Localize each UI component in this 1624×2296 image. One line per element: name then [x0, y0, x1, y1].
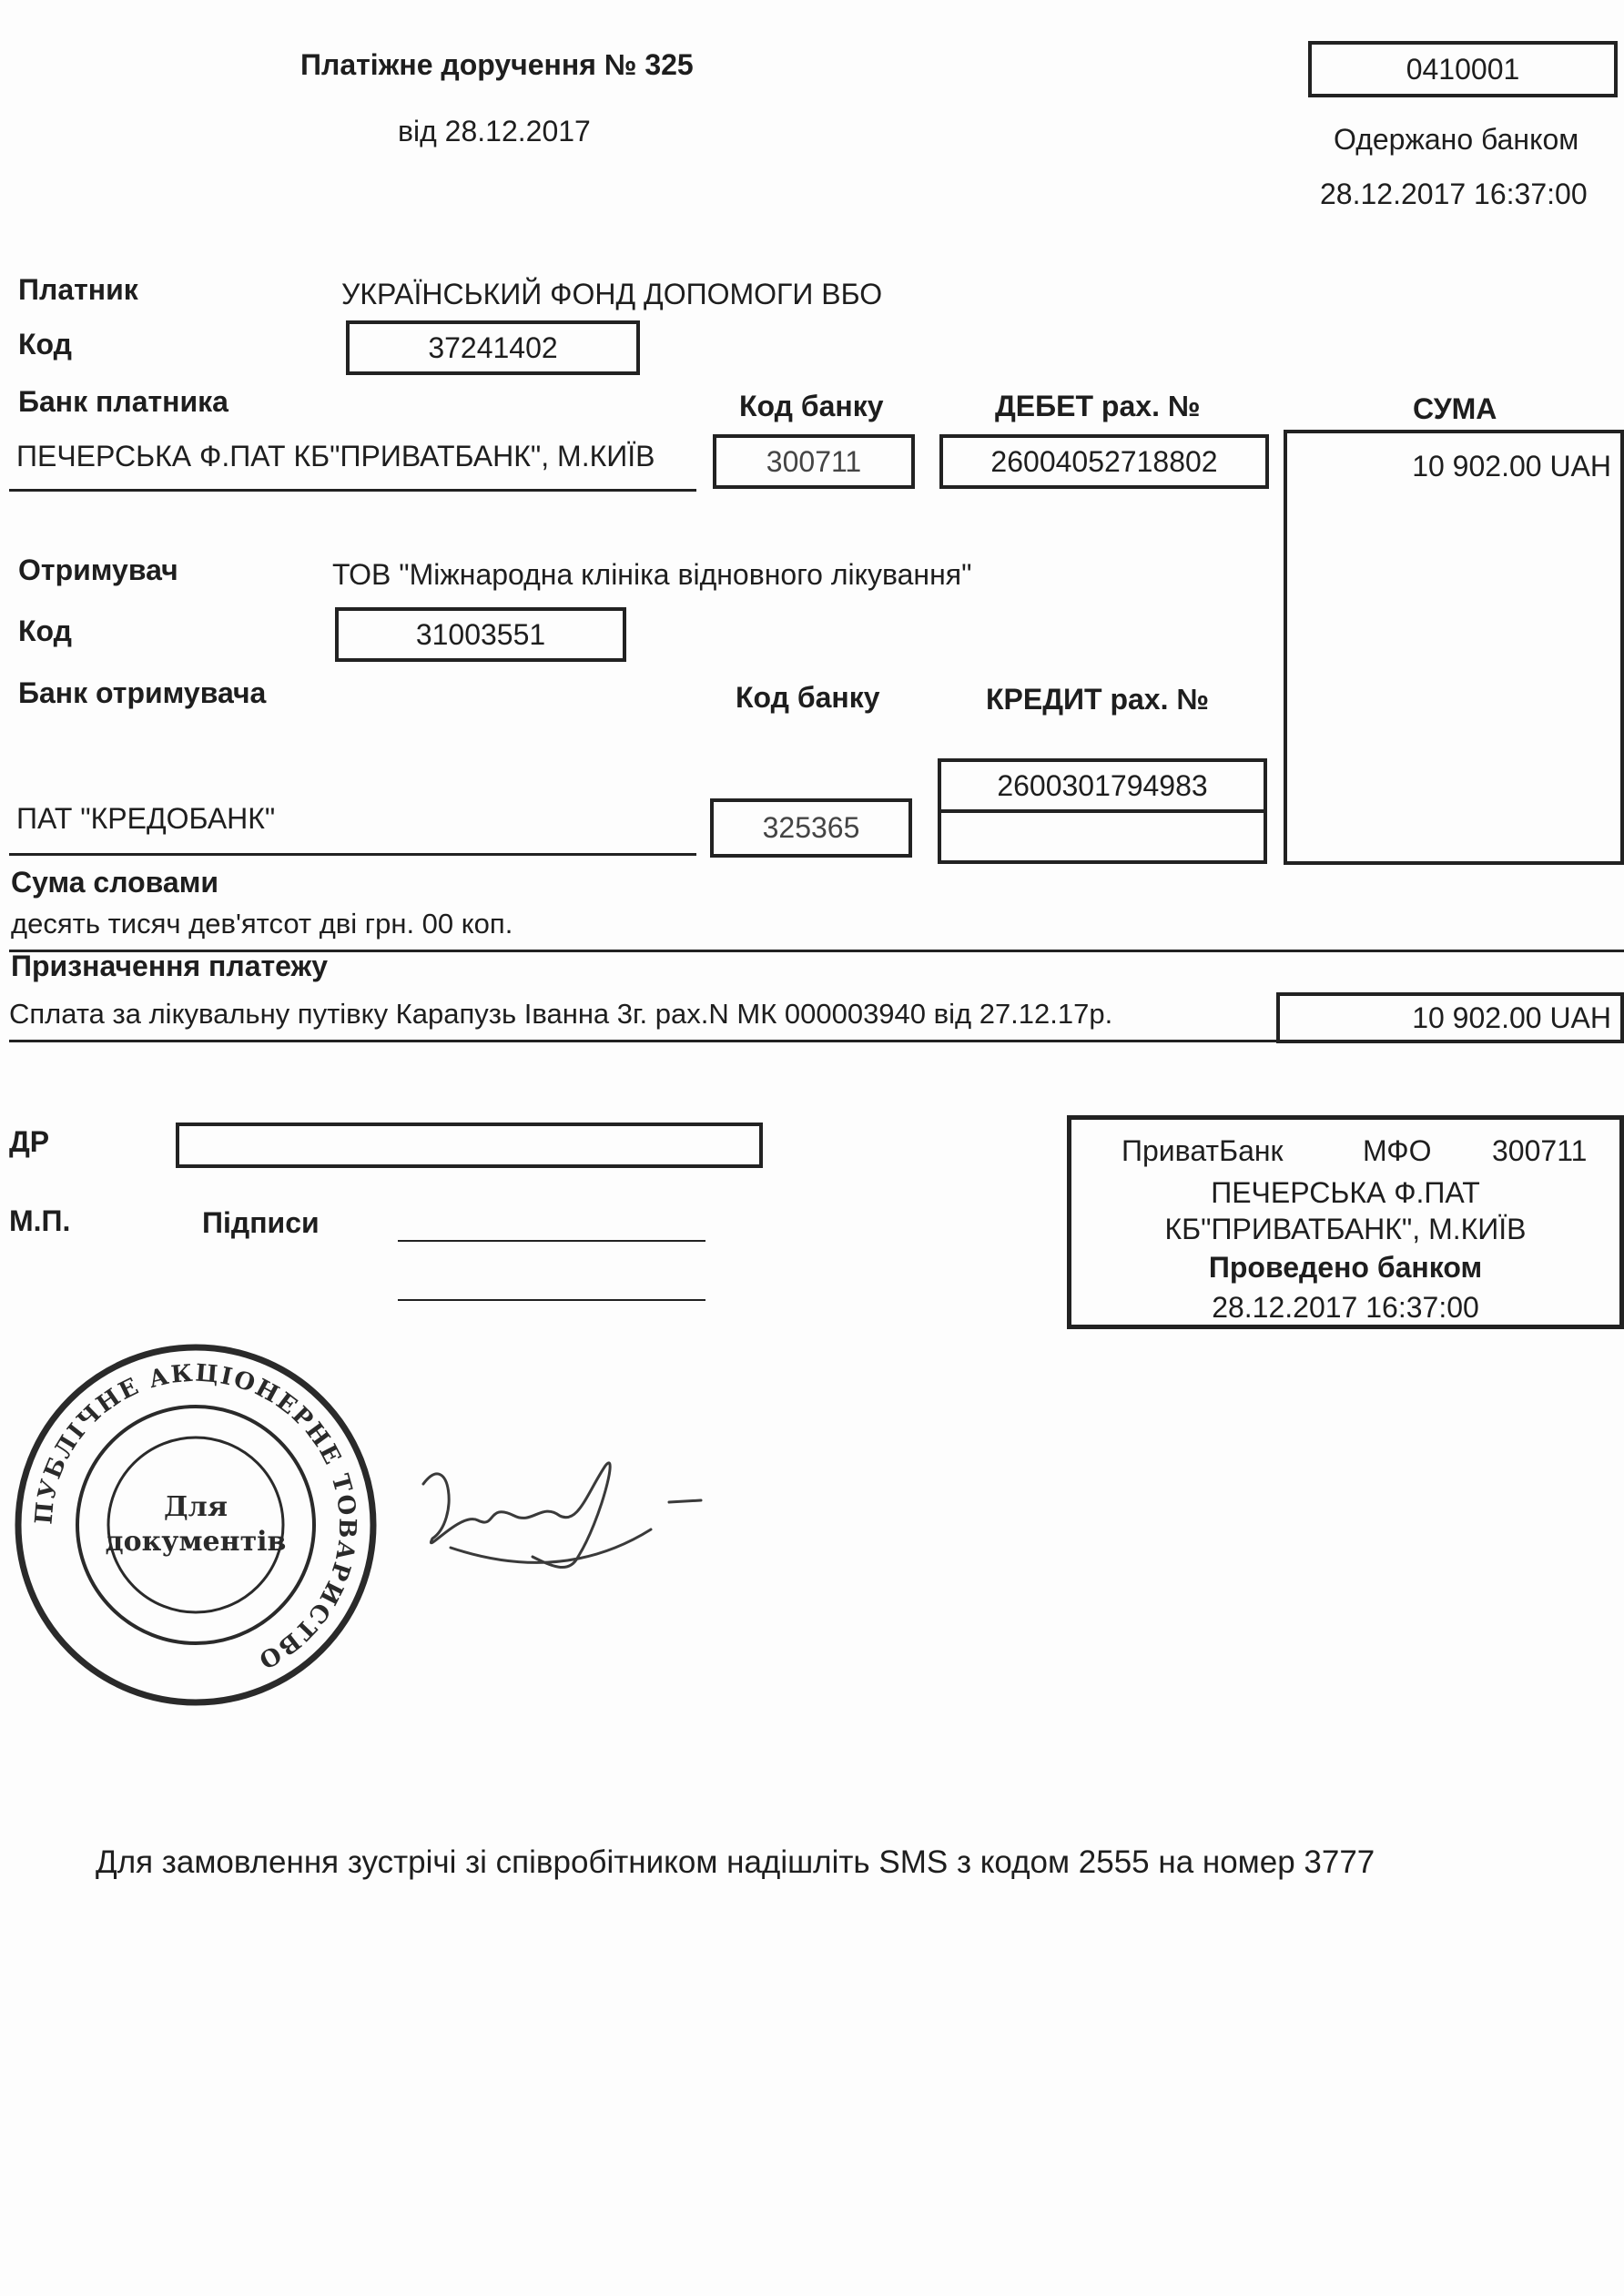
seal-center-line1: Для: [164, 1491, 228, 1523]
payer-label: Платник: [18, 273, 138, 306]
payer-bank-name: ПЕЧЕРСЬКА Ф.ПАТ КБ"ПРИВАТБАНК", М.КИЇВ: [16, 440, 655, 472]
handwritten-signature: [396, 1429, 705, 1598]
seal-center-line2: документів: [105, 1526, 287, 1558]
document-date: від 28.12.2017: [398, 115, 591, 147]
credit-account-box: 2600301794983: [938, 758, 1267, 813]
recipient-code-box: 31003551: [335, 607, 626, 662]
recipient-label: Отримувач: [18, 554, 178, 586]
payer-bank-underline: [9, 489, 696, 492]
recipient-bank-underline: [9, 853, 696, 856]
stamp-processed-label: Проведено банком: [1208, 1251, 1483, 1284]
debit-label: ДЕБЕТ рах. №: [995, 390, 1201, 422]
recipient-bank-name: ПАТ "КРЕДОБАНК": [16, 802, 276, 835]
payer-bank-code-box: 300711: [713, 434, 915, 489]
signature-line-1: [398, 1240, 705, 1242]
signature-graphic: [396, 1429, 705, 1593]
mp-label: М.П.: [9, 1204, 71, 1237]
recipient-code-label: Код: [18, 615, 72, 647]
stamp-mfo: 300711: [1492, 1134, 1588, 1167]
sum-label: СУМА: [1413, 392, 1497, 425]
company-seal: [9, 1343, 382, 1712]
payer-bank-label: Банк платника: [18, 385, 228, 418]
purpose-text: Сплата за лікувальну путівку Карапузь Іванна 3г. рах.N МК 000003940 від 27.12.17р.: [9, 998, 1113, 1030]
recipient-name: ТОВ "Міжнародна клініка відновного лікування": [332, 558, 972, 591]
received-datetime: 28.12.2017 16:37:00: [1320, 178, 1588, 210]
stamp-processed-datetime: 28.12.2017 16:37:00: [1212, 1291, 1479, 1324]
stamp-branch-line1: ПЕЧЕРСЬКА Ф.ПАТ: [1211, 1176, 1480, 1209]
credit-account-box-empty: [938, 809, 1267, 864]
seal-graphic: [9, 1343, 382, 1707]
recipient-bank-label: Банк отримувача: [18, 676, 267, 709]
recipient-bank-code-box: 325365: [710, 798, 912, 858]
recipient-bank-code-label: Код банку: [736, 681, 880, 714]
document-title: Платіжне доручення № 325: [300, 48, 694, 81]
stamp-mfo-label: МФО: [1363, 1134, 1432, 1167]
sum-box: [1284, 430, 1624, 865]
stamp-bank-name: ПриватБанк: [1122, 1134, 1284, 1167]
purpose-label: Призначення платежу: [11, 950, 329, 982]
payer-name: УКРАЇНСЬКИЙ ФОНД ДОПОМОГИ ВБО: [341, 278, 883, 310]
form-code-box: 0410001: [1308, 41, 1618, 97]
bank-stamp-box: [1067, 1115, 1624, 1329]
sum-words-text: десять тисяч дев'ятсот дві грн. 00 коп.: [11, 908, 513, 940]
signature-line-2: [398, 1299, 705, 1301]
signatures-label: Підписи: [202, 1206, 320, 1239]
payer-code-label: Код: [18, 328, 72, 361]
stamp-branch-line2: КБ"ПРИВАТБАНК", М.КИЇВ: [1164, 1213, 1527, 1245]
purpose-amount-box: 10 902.00 UAH: [1276, 992, 1624, 1043]
dr-box: [176, 1123, 763, 1168]
received-label: Одержано банком: [1334, 123, 1579, 156]
sum-words-label: Сума словами: [11, 866, 219, 899]
payer-code-box: 37241402: [346, 320, 640, 375]
payer-bank-code-label: Код банку: [739, 390, 884, 422]
debit-account-box: 26004052718802: [939, 434, 1269, 489]
credit-label: КРЕДИТ рах. №: [986, 683, 1210, 716]
seal-outer-text: ПУБЛІЧНЕ АКЦІОНЕРНЕ ТОВАРИСТВО: [30, 1359, 361, 1675]
sms-note: Для замовлення зустрічі зі співробітником надішліть SMS з кодом 2555 на номер 3777: [96, 1844, 1375, 1880]
sum-amount: 10 902.00 UAH: [1412, 450, 1611, 483]
dr-label: ДР: [9, 1125, 50, 1158]
